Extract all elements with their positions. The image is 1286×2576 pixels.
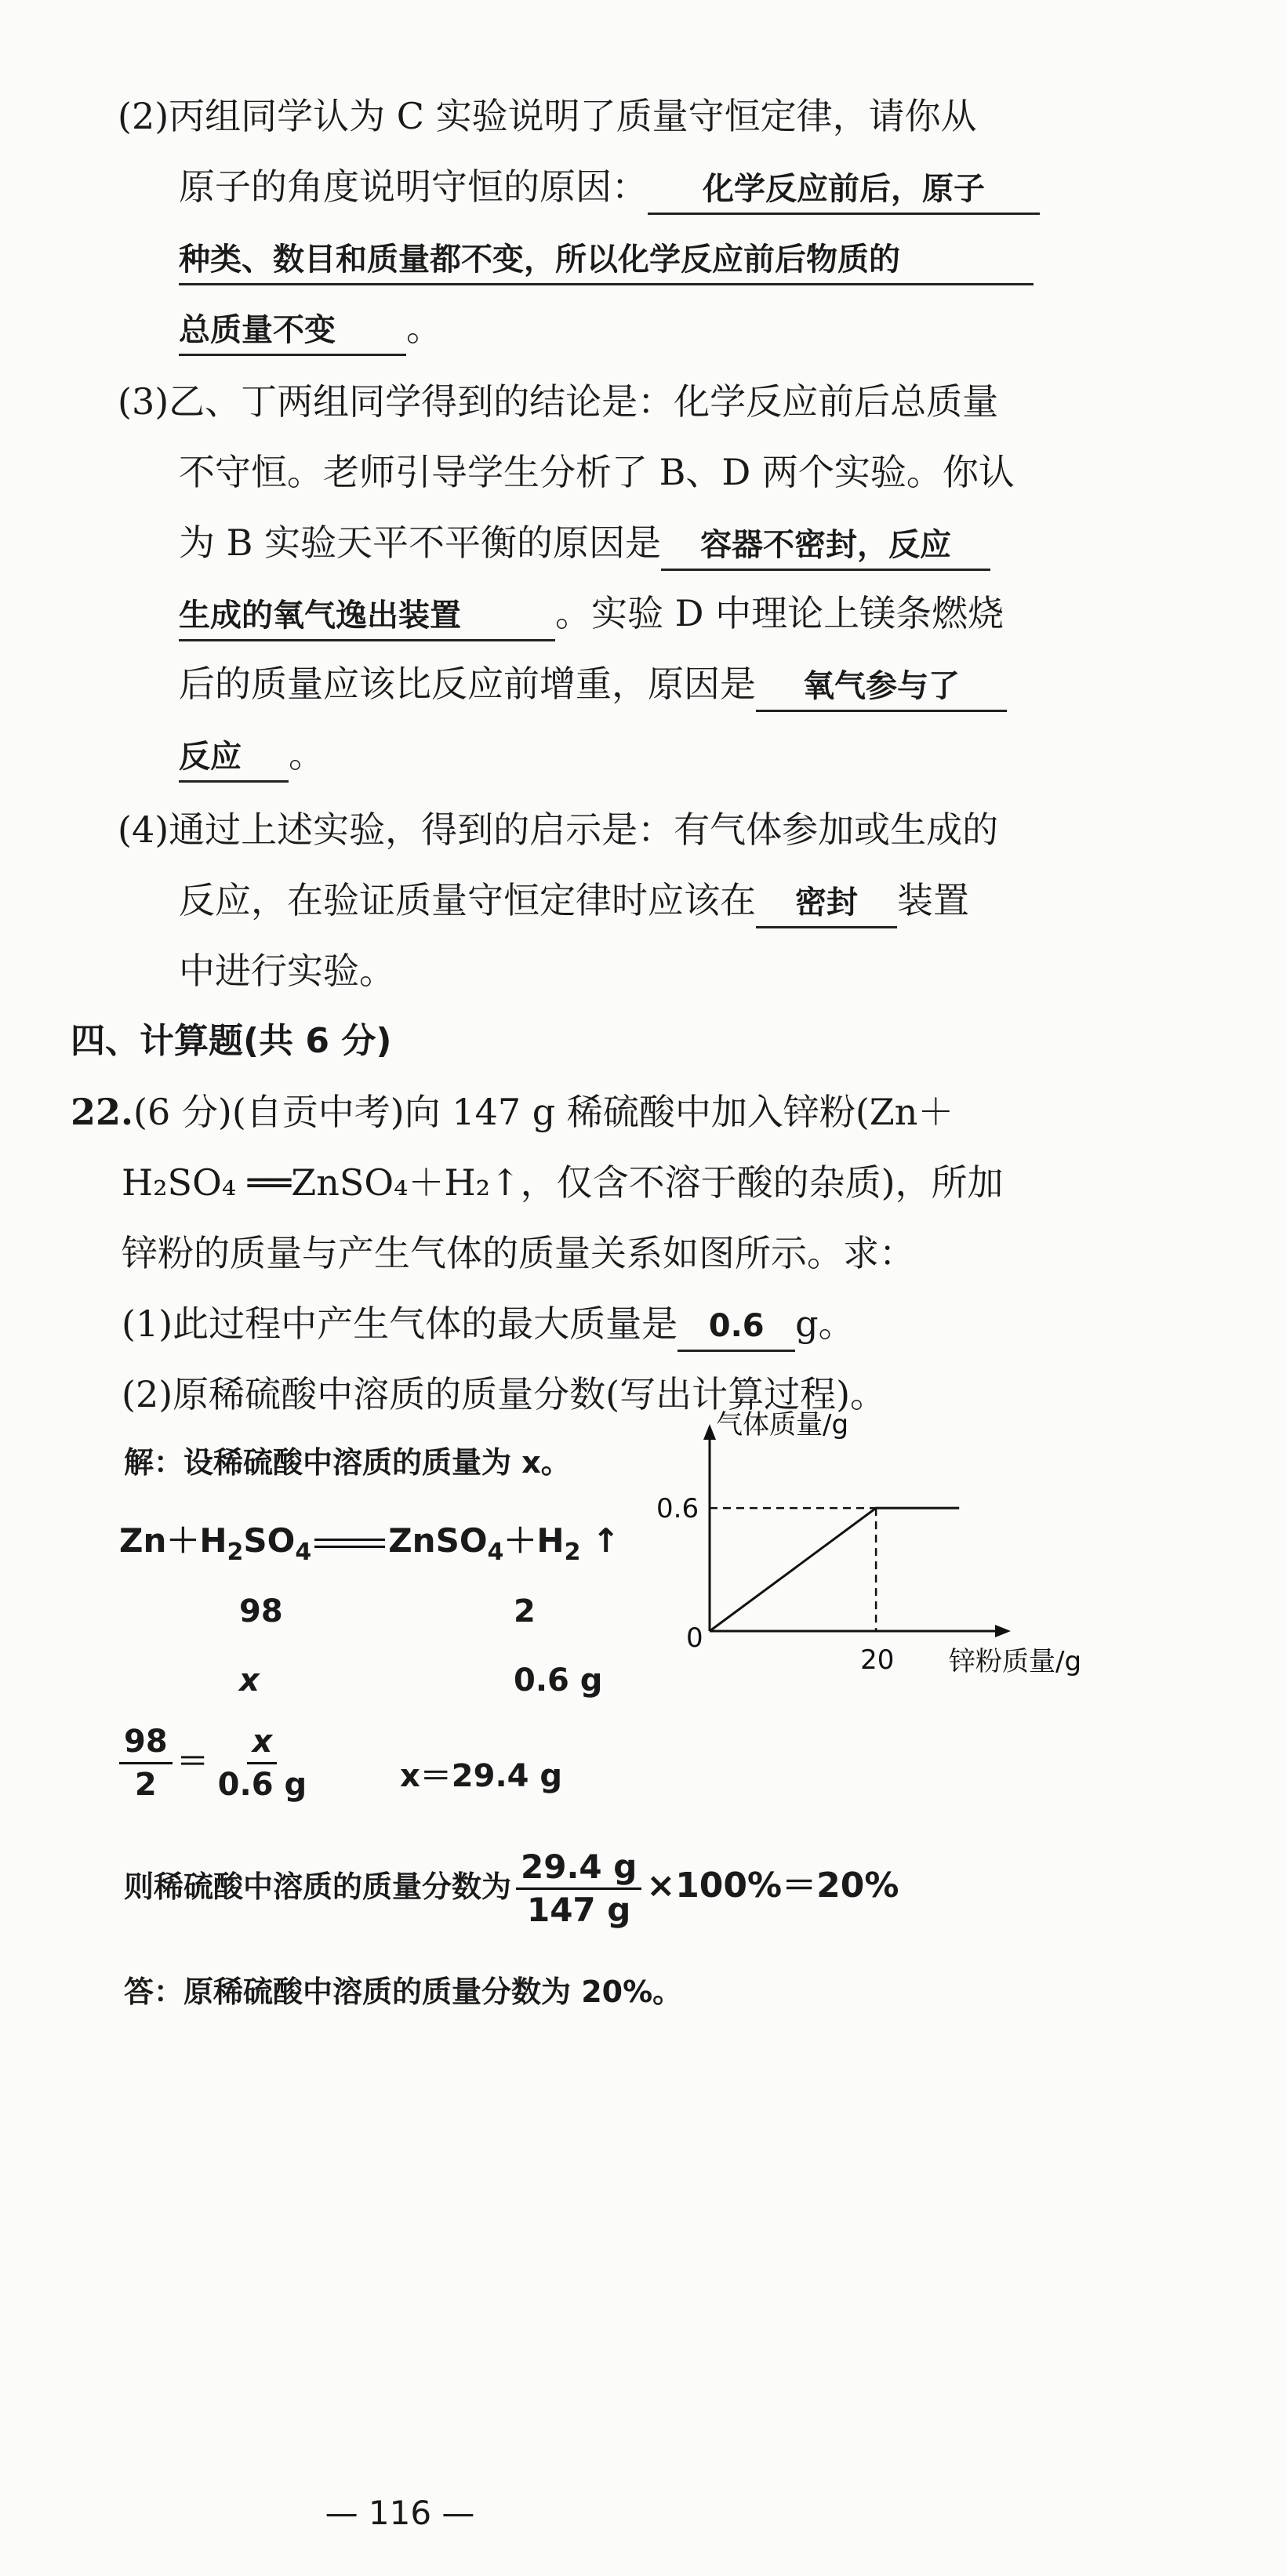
x-axis-label: 锌粉质量/g	[949, 1646, 1082, 1677]
origin-label: 0	[686, 1622, 703, 1654]
answer-blank: 氧气参与了	[756, 663, 1007, 712]
q21-p3-line1: (3)乙、丁两组同学得到的结论是：化学反应前后总质量	[118, 380, 999, 423]
answer-blank: 容器不密封，反应	[661, 521, 990, 571]
page-number: — 116 —	[325, 2494, 475, 2532]
q22-line2: H₂SO₄ ══ZnSO₄＋H₂↑，仅含不溶于酸的杂质)，所加	[122, 1161, 1004, 1204]
q21-p3-line3: 为 B 实验天平不平衡的原因是 容器不密封，反应	[179, 519, 990, 571]
answer-blank: 总质量不变	[179, 307, 406, 356]
answer-blank: 0.6	[678, 1303, 795, 1352]
molar-mass-98: 98	[239, 1593, 283, 1630]
q21-p3-line5: 后的质量应该比反应前增重，原因是 氧气参与了	[179, 660, 1007, 712]
answer-blank: 密封	[756, 879, 897, 928]
q21-p4-line1: (4)通过上述实验，得到的启示是：有气体参加或生成的	[118, 808, 999, 851]
q21-p3-line4: 生成的氧气逸出装置 。实验 D 中理论上镁条燃烧	[179, 590, 1004, 641]
answer-blank: 化学反应前后，原子	[648, 165, 1040, 215]
q21-p2-line2: 原子的角度说明守恒的原因： 化学反应前后，原子	[179, 163, 1040, 215]
q22-line3: 锌粉的质量与产生气体的质量关系如图所示。求：	[122, 1232, 915, 1274]
q21-p2-line3	[179, 234, 1034, 285]
answer-blank: 反应	[179, 733, 289, 783]
question-number: 22.	[71, 1091, 134, 1133]
q21-p4-line2: 反应，在验证质量守恒定律时应该在 密封 装置	[179, 877, 969, 928]
equation-equals-sign	[314, 1539, 385, 1548]
q21-p2-line1: (2)丙组同学认为 C 实验说明了质量守恒定律，请你从	[118, 95, 977, 137]
x-axis-arrow	[995, 1625, 1011, 1637]
value-0-6g: 0.6 g	[514, 1662, 603, 1699]
q21-p3-line6: 反应 。	[179, 731, 325, 783]
y-axis-label: 气体质量/g	[716, 1409, 849, 1441]
q22-sub1: (1)此过程中产生气体的最大质量是 0.6 g。	[122, 1300, 855, 1352]
x-tick-label: 20	[860, 1644, 895, 1676]
solution-let: 解：设稀硫酸中溶质的质量为 x。	[124, 1445, 571, 1480]
series-line-gas-mass	[710, 1508, 959, 1631]
proportion: $\frac{98}{2}$ ＝ $\frac{x}{0.6 g}$	[119, 1721, 316, 1805]
q21-p3-line2: 不守恒。老师引导学生分析了 B、D 两个实验。你认	[179, 451, 1015, 493]
q21-p2-line4: 总质量不变 。	[179, 304, 442, 356]
result-x: x＝29.4 g	[400, 1758, 563, 1794]
y-tick-label: 0.6	[656, 1493, 699, 1525]
chemical-equation: $Zn+H_2SO_4$ $ZnSO_4+H_2$ ↑	[119, 1521, 620, 1566]
final-answer: 答：原稀硫酸中溶质的质量分数为 20%。	[124, 1975, 683, 2009]
answer-blank: 种类、数目和质量都不变，所以化学反应前后物质的	[179, 236, 1034, 285]
answer-blank: 生成的氧气逸出装置	[179, 592, 555, 641]
q21-p4-line3: 中进行实验。	[179, 950, 395, 992]
q22-sub2: (2)原稀硫酸中溶质的质量分数(写出计算过程)。	[122, 1373, 887, 1415]
q22-line1: 22.(6 分)(自贡中考)向 147 g 稀硫酸中加入锌粉(Zn＋	[71, 1091, 954, 1133]
y-axis-arrow	[703, 1424, 716, 1440]
section-title: 四、计算题(共 6 分)	[71, 1021, 392, 1061]
var-x: x	[239, 1662, 260, 1699]
percent-line: 则稀硫酸中溶质的质量分数为 $\frac{29.4 g}{147 g}$ ×100%＝20%	[124, 1848, 899, 1929]
molar-mass-2: 2	[514, 1593, 536, 1630]
